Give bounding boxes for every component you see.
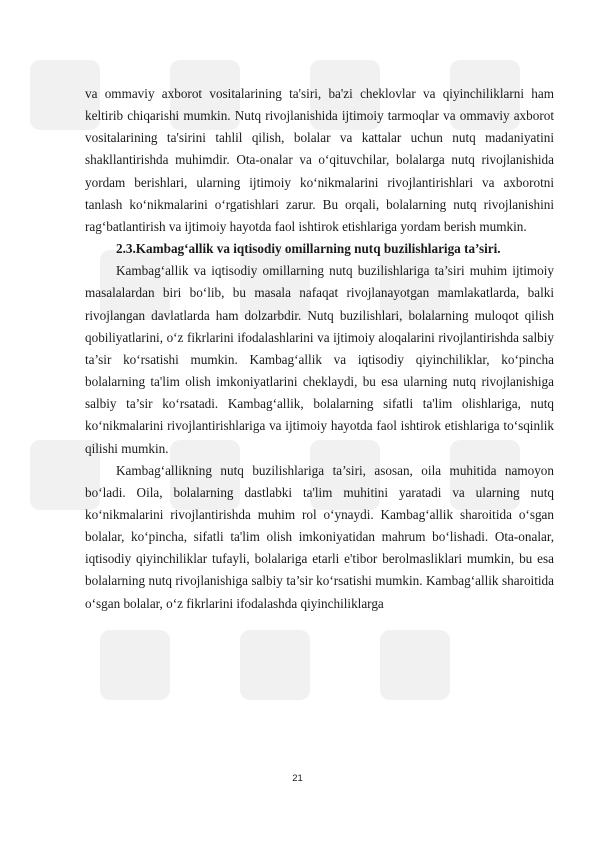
- body-paragraph-1: va ommaviy axborot vositalarining ta'siri, ba'zi cheklovlar va qiyinchiliklarni ham keltirib chiqarishi mumkin. Nutq rivojlanishida ijtimoiy tarmoqlar va ommaviy axborot vositalarining ta'sirini tahlil qilish, bolalar va kattalar uchun nutq madaniyatini shakllantirishda muhimdir. Ota-onalar va o‘qituvchilar, bolalarga nutq rivojlanishida yordam berishlari, ularning ijtimoiy ko‘nikmalarini rivojlantirishlari va axborotni tanlash ko‘nikmalarini o‘rgatishlari zarur. Bu orqali, bolalarning nutq rivojlanishini rag‘batlantirish va ijtimoiy hayotda faol ishtirok etishlariga yordam berish mumkin.: [85, 86, 554, 234]
- page-number: 21: [292, 773, 303, 784]
- body-paragraph-2: Kambag‘allik va iqtisodiy omillarning nutq buzilishlariga ta’siri muhim ijtimoiy masalalardan biri bo‘lib, bu masala nafaqat rivojlanayotgan mamlakatlarda, balki rivojlangan davlatlarda ham dolzarbdir. Nutq buzilishlari, bolalarning muloqot qilish qobiliyatlarini, o‘z fikrlarini ifodalashlarini va ijtimoiy aloqalarini rivojlantirishda salbiy ta’sir ko‘rsatishi mumkin. Kambag‘allik va iqtisodiy qiyinchiliklar, ko‘pincha bolalarning ta'lim olish imkoniyatlarini cheklaydi, bu esa ularning nutq rivojlanishiga salbiy ta’sir ko‘rsatadi. Kambag‘allik, bolalarning sifatli ta'lim olishlariga, nutq ko‘nikmalarini rivojlantirishlariga va ijtimoiy hayotda faol ishtirok etishlariga to‘sqinlik qilishi mumkin.: [85, 263, 554, 456]
- section-heading: 2.3.Kambag‘allik va iqtisodiy omillarning nutq buzilishlariga ta’siri.: [116, 241, 501, 257]
- page-body: [85, 83, 554, 615]
- body-paragraph-3: Kambag‘allikning nutq buzilishlariga ta’siri, asosan, oila muhitida namoyon bo‘ladi. Oila, bolalarning dastlabki ta'lim muhitini yaratadi va ularning nutq ko‘nikmalarini rivojlantirishda muhim rol o‘ynaydi. Kambag‘allik sharoitida o‘sgan bolalar, ko‘pincha, sifatli ta'lim olish imkoniyatidan mahrum bo‘lishadi. Ota-onalar, iqtisodiy qiyinchiliklar tufayli, bolalariga etarli e'tibor berolmasliklari mumkin, bu esa bolalarning nutq rivojlanishiga salbiy ta’sir ko‘rsatishi mumkin. Kambag‘allik sharoitida o‘sgan bolalar, o‘z fikrlarini ifodalashda qiyinchiliklarga: [85, 462, 554, 611]
